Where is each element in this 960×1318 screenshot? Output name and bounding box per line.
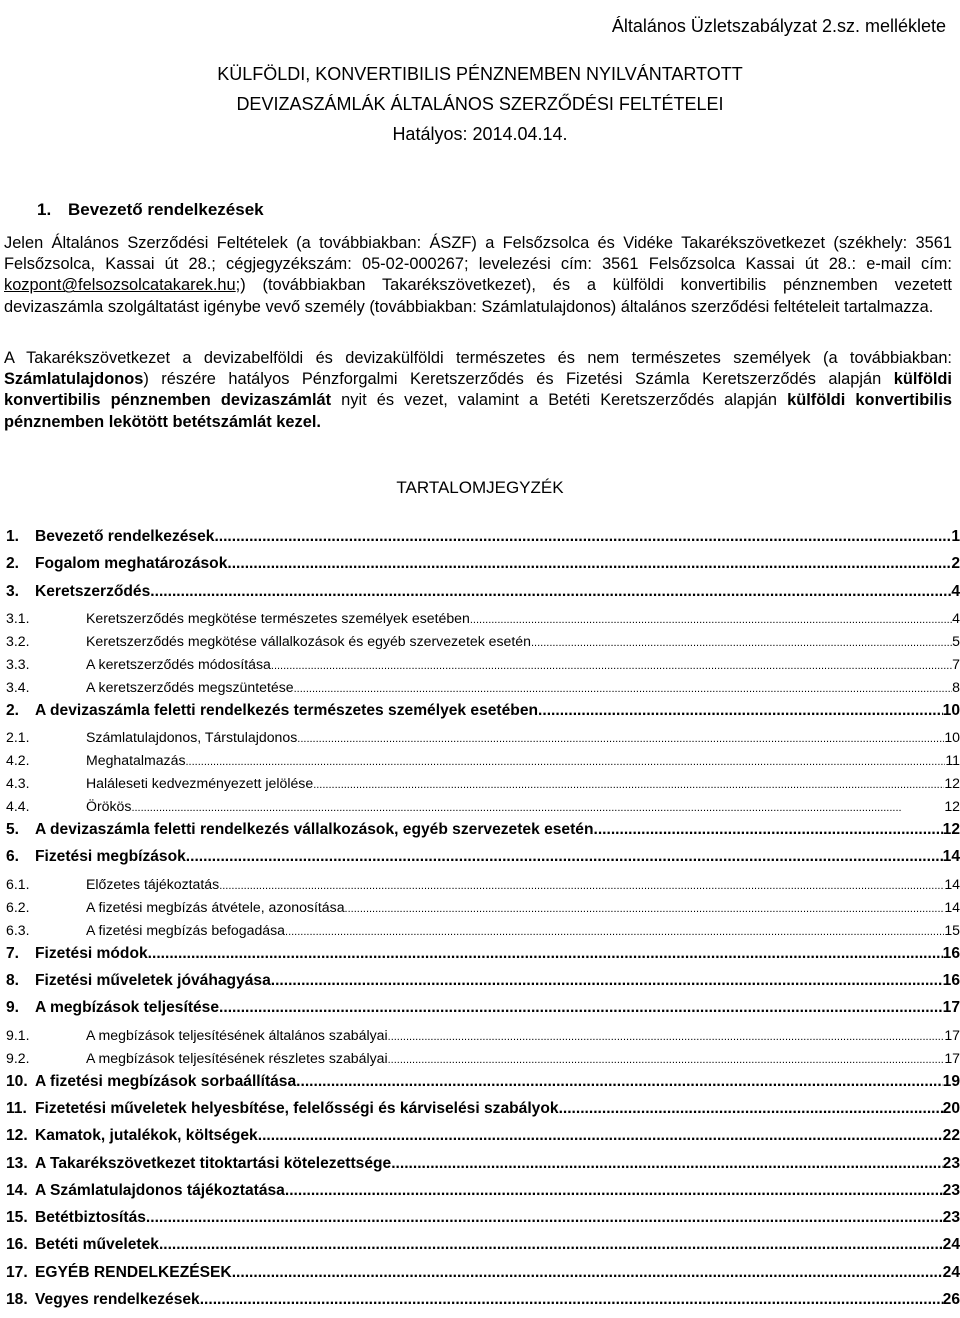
toc-leader-dots [559,1100,943,1118]
toc-entry[interactable] [6,821,960,848]
toc-entry-label: Haláleseti kedvezményezett jelölése [86,775,314,792]
toc-entry-page: 7 [952,655,960,672]
toc-entry-page: 12 [944,775,960,792]
toc-entry-number: 3.1. [6,609,30,626]
toc-leader-dots [531,633,952,649]
scope-text-d: nyit és vezet, valamint a Betéti Keretszerződés alapján [331,391,788,410]
toc-entry-number: 1. [6,528,20,545]
toc-entry-number: 17. [6,1263,28,1281]
toc-entry-number: 16. [6,1236,28,1254]
toc-leader-dots [388,1027,945,1043]
toc-entry-label: Fizetési módok [35,944,148,962]
effective-date: Hatályos: 2014.04.14. [392,124,568,144]
toc-leader-dots [285,1182,943,1200]
toc-leader-dots [227,555,951,573]
toc-entry-page: 15 [944,921,960,938]
toc-entry-page: 10 [944,729,960,746]
toc-leader-dots [232,1264,943,1282]
toc-entry[interactable] [6,583,960,610]
toc-entry-page: 20 [942,1099,960,1117]
toc-entry-label: A Számlatulajdonos tájékoztatása [35,1181,285,1199]
toc-entry-number: 4.2. [6,752,30,769]
toc-entry-label: Fogalom meghatározások [35,555,228,573]
toc-entry-page: 17 [944,1026,960,1043]
toc-entry[interactable] [6,945,960,972]
toc-entry-number: 11. [6,1099,27,1117]
toc-entry-number: 14. [6,1181,28,1199]
toc-entry-page: 19 [942,1072,960,1090]
header-note: Általános Üzletszabályzat 2.sz. melléklete [611,16,946,36]
toc-entry[interactable] [6,702,960,729]
toc-entry-page: 23 [942,1209,960,1227]
toc-entry-number: 9. [6,999,20,1017]
toc-entry-page: 8 [952,678,960,695]
toc-leader-dots [219,876,944,892]
email-link[interactable]: kozpont@felsozsolcatakarek.hu [4,276,236,295]
toc-leader-dots [271,656,952,672]
toc-title: TARTALOMJEGYZÉK [396,478,564,497]
toc-entry-number: 3. [6,582,20,600]
toc-entry-page: 26 [942,1291,960,1309]
section-heading [37,200,264,220]
toc-entry[interactable] [6,775,960,798]
toc-entry-label: Keretszerződés megkötése vállalkozások és egyéb szervezetek esetén [86,632,531,649]
toc-entry-page: 17 [944,1049,960,1066]
toc-entry-number: 6.3. [6,921,30,938]
toc-entry[interactable] [6,1100,960,1127]
toc-entry-page: 12 [944,798,960,815]
toc-leader-dots [538,702,943,720]
toc-leader-dots [313,775,944,791]
toc-entry-number: 10. [6,1072,28,1090]
toc-entry[interactable] [6,752,960,775]
toc-entry[interactable] [6,1291,960,1318]
toc-entry-page: 23 [942,1181,960,1199]
toc-leader-dots [297,729,944,745]
scope-bold-1: Számlatulajdonos [4,370,144,389]
toc-entry-label: Kamatok, jutalékok, költségek [35,1127,258,1145]
toc-leader-dots [219,999,943,1017]
toc-entry-page: 14 [944,898,960,915]
toc-entry-label: Fizetési megbízások [35,848,186,866]
toc-entry[interactable] [6,729,960,752]
toc-entry[interactable] [6,1050,960,1073]
intro-text-b: ;) (továbbiakban Takarékszövetkezet), és a külföldi konvertibilis pénznemben vezetett devizaszámla szolgáltatást igénybe vevő személy (továbbiakban: Számlatulajdonos) általános szerződési feltételeit tartalmazza. [4,276,952,316]
toc-entry-label: A Takarékszövetkezet titoktartási kötelezettsége [35,1154,392,1172]
toc-entry-label: A megbízások teljesítésének általános szabályai [86,1026,388,1043]
section-title: Bevezető rendelkezések [68,200,264,219]
toc-entry-label: A fizetési megbízás átvétele, azonosítása [86,898,345,915]
toc-entry-label: Betéti műveletek [35,1236,159,1254]
toc-entry-label: A keretszerződés megszüntetése [86,678,294,695]
toc-entry-page: 4 [952,609,960,626]
toc-entry-label: EGYÉB RENDELKEZÉSEK [35,1263,232,1281]
toc-entry[interactable] [6,972,960,999]
toc-entry[interactable] [6,610,960,633]
toc-entry-page: 16 [942,944,960,962]
toc-entry-number: 4.4. [6,798,30,815]
toc-entry-label: A fizetési megbízások sorbaállítása [35,1072,297,1090]
toc-entry[interactable] [6,876,960,899]
toc-entry-number: 8. [6,972,20,990]
toc-entry[interactable] [6,679,960,702]
toc-entry[interactable] [6,528,960,555]
toc-entry-page: 2 [951,555,960,573]
document-title-line1: KÜLFÖLDI, KONVERTIBILIS PÉNZNEMBEN NYILVÁNTARTOTT [217,64,743,84]
toc-entry-page: 14 [944,875,960,892]
toc-entry[interactable] [6,1127,960,1154]
toc-leader-dots [258,1127,943,1145]
toc-leader-dots [345,899,945,915]
toc-entry-label: Fizetetési műveletek helyesbítése, felelősségi és kárviselési szabályok [35,1099,559,1117]
toc-entry[interactable] [6,1182,960,1209]
toc-entry-number: 3.4. [6,678,30,695]
toc-entry-page: 11 [945,752,960,769]
toc-entry[interactable] [6,1155,960,1182]
toc-entry-number: 4.3. [6,775,30,792]
toc-leader-dots [150,583,951,601]
toc-leader-dots [271,972,943,990]
toc-entry-label: A megbízások teljesítése [35,999,220,1017]
toc-entry-number: 5. [6,821,20,839]
toc-entry[interactable] [6,1027,960,1050]
toc-entry-number: 3.2. [6,632,30,649]
toc-leader-dots [296,1073,942,1091]
toc-entry-label: A fizetési megbízás befogadása [86,921,286,938]
toc-entry-page: 24 [942,1236,960,1254]
toc-entry-page: 12 [942,821,960,839]
toc-leader-dots [470,610,952,626]
toc-entry-label: A keretszerződés módosítása [86,655,271,672]
toc-entry[interactable] [6,555,960,582]
toc-leader-dots [186,848,943,866]
toc-entry-label: Vegyes rendelkezések [35,1291,200,1309]
toc-entry-number: 15. [6,1209,28,1227]
toc-entry-number: 18. [6,1291,28,1309]
toc-entry-page: 24 [942,1263,960,1281]
toc-entry-number: 2. [6,701,20,719]
scope-paragraph [4,348,952,433]
toc-entry-number: 12. [6,1127,28,1145]
toc-entry-label: Előzetes tájékoztatás [86,875,220,892]
toc-entry[interactable] [6,656,960,679]
toc-entry[interactable] [6,1209,960,1236]
toc-entry-label: Bevezető rendelkezések [35,528,215,545]
toc-leader-dots [388,1050,945,1066]
toc-entry[interactable] [6,1264,960,1291]
intro-text-a: Jelen Általános Szerződési Feltételek (a továbbiakban: ÁSZF) a Felsőzsolca és Vidéke Takarékszövetkezet (székhely: 3561 Felsőzsolca, Kassai út 28.; cégjegyzékszám: 05-02-000267; levelezési cím: 3561 Felsőzsolca Kassai út 28.: e-mail cím: [4,234,952,274]
section-number: 1. [37,200,52,219]
scope-text-a: A Takarékszövetkezet a devizabelföldi és devizakülföldi természetes és nem természetes személyek (a továbbiakban: [4,349,952,367]
toc-entry-label: A megbízások teljesítésének részletes szabályai [86,1049,388,1066]
toc-leader-dots [285,922,944,938]
toc-leader-dots [200,1291,943,1309]
toc-leader-dots [594,821,943,839]
toc-entry-number: 2.1. [6,729,30,746]
toc-entry-number: 9.2. [6,1049,30,1066]
toc-entry-number: 6.1. [6,875,30,892]
toc-leader-dots [146,1209,943,1227]
table-of-contents [6,528,960,1318]
toc-leader-dots [148,945,943,963]
toc-entry-number: 13. [6,1154,28,1172]
toc-entry-number: 3.3. [6,655,30,672]
intro-paragraph [4,233,952,318]
toc-entry-number: 6. [6,848,20,866]
toc-entry-label: A devizaszámla feletti rendelkezés természetes személyek esetében [35,701,539,719]
toc-entry-page: 14 [942,848,960,866]
toc-entry-label: Betétbiztosítás [35,1209,146,1227]
toc-leader-dots [294,679,953,695]
toc-entry-page: 4 [951,582,960,600]
scope-text-c: ) részére hatályos Pénzforgalmi Keretszerződés és Fizetési Számla Keretszerződés alapján [143,370,894,389]
scope-bold-2: külföldi konvertibilis pénznemben devizaszámlát [4,370,952,410]
toc-leader-dots [214,528,951,546]
toc-entry[interactable] [6,899,960,922]
toc-entry-number: 7. [6,944,20,962]
document-title-line2: DEVIZASZÁMLÁK ÁLTALÁNOS SZERZŐDÉSI FELTÉTELEI [236,94,724,114]
toc-entry-label: Fizetési műveletek jóváhagyása [35,972,271,990]
toc-entry-page: 16 [942,972,960,990]
toc-entry[interactable] [6,1236,960,1263]
toc-entry[interactable] [6,798,960,821]
toc-entry[interactable] [6,633,960,656]
toc-entry-label: Keretszerződés [35,582,151,600]
toc-entry-label: Keretszerződés megkötése természetes személyek esetében [86,609,470,626]
toc-entry-label: A devizaszámla feletti rendelkezés vállalkozások, egyéb szervezetek esetén [35,821,594,839]
toc-entry-number: 9.1. [6,1026,30,1043]
toc-entry[interactable] [6,999,960,1026]
toc-leader-dots [131,798,944,814]
toc-entry-page: 10 [942,701,960,719]
toc-entry-page: 22 [942,1127,960,1145]
toc-entry-page: 5 [952,632,960,649]
toc-entry-number: 6.2. [6,898,30,915]
toc-entry-label: Örökös [86,798,132,815]
toc-entry-label: Számlatulajdonos, Társtulajdonos [86,729,298,746]
toc-entry-label: Meghatalmazás [86,752,186,769]
toc-entry-page: 1 [951,528,960,545]
scope-bold-3: külföldi konvertibilis pénznemben lekötött betétszámlát kezel. [4,391,952,431]
toc-entry-page: 23 [942,1154,960,1172]
toc-leader-dots [159,1236,943,1254]
toc-entry[interactable] [6,922,960,945]
toc-entry-page: 17 [942,999,960,1017]
toc-leader-dots [186,752,946,768]
toc-entry[interactable] [6,1073,960,1100]
toc-entry[interactable] [6,848,960,875]
toc-entry-number: 2. [6,555,20,573]
toc-leader-dots [391,1155,942,1173]
